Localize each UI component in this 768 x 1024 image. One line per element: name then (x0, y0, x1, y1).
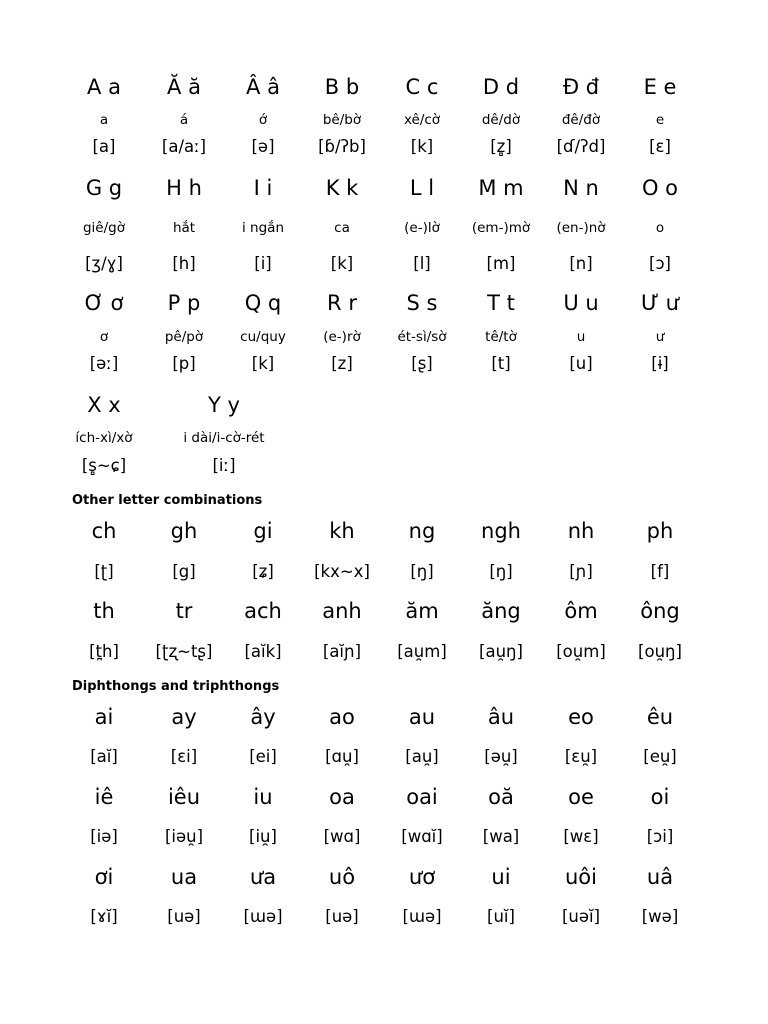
letter-glyph: C c (405, 75, 439, 99)
letter-glyph: I i (253, 176, 273, 200)
diphthong-text: ây (250, 705, 276, 729)
letter-ipa: [k] (410, 137, 434, 156)
diphthong-text: âu (487, 705, 515, 729)
diphthong-ipa: [wɑ] (323, 827, 361, 846)
letter-glyph: X x (87, 393, 121, 417)
combination-ipa: [ou̯ŋ] (638, 642, 682, 661)
combination-ipa: [au̯m] (397, 642, 447, 661)
letter-glyph: S s (406, 291, 438, 315)
letter-name: giê/gờ (82, 220, 126, 236)
letter-ipa: [ɓ/ʔb] (318, 137, 366, 156)
diphthong-text: iê (94, 785, 114, 809)
letter-glyph: O o (641, 176, 679, 200)
letter-ipa: [m] (486, 254, 516, 273)
combination-ipa: [ɲ] (569, 562, 593, 581)
letter-name: ư (655, 329, 665, 345)
diphthong-text: oă (488, 785, 514, 809)
combination-text: gh (170, 519, 198, 543)
combinations-heading: Other letter combinations (72, 493, 263, 508)
combination-text: ph (646, 519, 674, 543)
diphthong-text: iu (253, 785, 273, 809)
diphthong-text: ươ (408, 865, 436, 889)
combination-text: ngh (481, 519, 521, 543)
letter-ipa: [t] (491, 354, 511, 373)
diphthong-ipa: [ɛi] (170, 747, 198, 766)
diphthong-ipa: [wa] (482, 827, 520, 846)
letter-name: (e-)rờ (323, 329, 361, 345)
diphthong-ipa: [ɯə] (243, 907, 283, 926)
letter-ipa: [ʒ/ɣ] (85, 254, 123, 273)
letter-glyph: U u (563, 291, 599, 315)
diphthong-text: ai (94, 705, 114, 729)
combination-ipa: [ŋ] (410, 562, 434, 581)
letter-glyph: P p (167, 291, 201, 315)
letter-ipa: [i] (254, 254, 272, 273)
letter-ipa: [p] (172, 354, 196, 373)
diphthong-ipa: [iəu̯] (164, 827, 204, 846)
diphthong-text: uôi (565, 865, 597, 889)
combination-text: nh (567, 519, 595, 543)
letter-glyph: M m (478, 176, 524, 200)
letter-name: tê/tờ (485, 329, 517, 345)
diphthong-ipa: [wə] (641, 907, 679, 926)
diphthong-ipa: [əu̯] (484, 747, 518, 766)
letter-ipa: [u] (569, 354, 593, 373)
letter-ipa: [n] (569, 254, 593, 273)
combination-text: ch (91, 519, 117, 543)
letter-glyph: Ơ ơ (84, 291, 124, 315)
letter-name: e (655, 112, 665, 128)
letter-glyph: D d (482, 75, 520, 99)
diphthong-ipa: [uə] (325, 907, 359, 926)
letter-glyph: Q q (244, 291, 282, 315)
diphthong-text: iêu (167, 785, 201, 809)
letter-name: (en-)nờ (556, 220, 606, 236)
letter-ipa: [k] (251, 354, 275, 373)
combination-text: th (93, 599, 115, 623)
combination-ipa: [aĭɲ] (322, 642, 362, 661)
diphthong-ipa: [uəĭ] (561, 907, 601, 926)
diphthong-text: êu (646, 705, 674, 729)
letter-glyph: B b (324, 75, 360, 99)
letter-glyph: Â â (246, 75, 280, 99)
diphthong-ipa: [ɔi] (646, 827, 674, 846)
combination-ipa: [f] (650, 562, 670, 581)
diphthongs-heading: Diphthongs and triphthongs (72, 679, 280, 694)
combination-ipa: [ŋ] (489, 562, 513, 581)
letter-ipa: [z̻] (490, 137, 512, 156)
diphthong-ipa: [ei] (249, 747, 277, 766)
letter-glyph: G g (85, 176, 123, 200)
letter-name: ca (334, 220, 350, 236)
letter-glyph: H h (166, 176, 202, 200)
diphthong-text: uâ (646, 865, 674, 889)
diphthong-ipa: [ɑu̯] (325, 747, 359, 766)
letter-name: i ngắn (242, 220, 284, 236)
diphthong-text: au (408, 705, 436, 729)
combination-ipa: [ou̯m] (556, 642, 606, 661)
diphthong-ipa: [ɛu̯] (564, 747, 598, 766)
combination-text: ăng (481, 599, 521, 623)
letter-glyph: Y y (208, 393, 240, 417)
diphthong-ipa: [iu̯] (249, 827, 277, 846)
letter-name: á (179, 112, 189, 128)
combination-ipa: [aĭk] (244, 642, 282, 661)
diphthong-text: oa (329, 785, 355, 809)
letter-name: (e-)lờ (404, 220, 440, 236)
letter-ipa: [ɛ] (649, 137, 671, 156)
diphthong-ipa: [eu̯] (643, 747, 677, 766)
letter-ipa: [ɨ] (651, 354, 669, 373)
letter-ipa: [ə] (251, 137, 275, 156)
letter-ipa: [iː] (212, 456, 236, 475)
combination-ipa: [ʈʐ~tʂ] (155, 642, 213, 661)
letter-ipa: [s̻~ɕ] (81, 456, 127, 475)
combination-text: ôm (564, 599, 598, 623)
letter-ipa: [ɗ/ʔd] (556, 137, 606, 156)
diphthong-text: ui (491, 865, 511, 889)
combination-text: gi (253, 519, 273, 543)
diphthong-text: oai (406, 785, 438, 809)
combination-text: ăm (405, 599, 439, 623)
letter-glyph: R r (327, 291, 357, 315)
letter-ipa: [a/aː] (161, 137, 207, 156)
diphthong-ipa: [uĭ] (487, 907, 515, 926)
letter-name: i dài/i-cờ-rét (183, 430, 265, 446)
letter-glyph: Ư ư (640, 291, 680, 315)
letter-ipa: [a] (92, 137, 116, 156)
letter-ipa: [h] (172, 254, 196, 273)
combination-ipa: [kx~x] (314, 562, 370, 581)
letter-name: ích-xì/xờ (75, 430, 133, 446)
letter-name: dê/dờ (481, 112, 521, 128)
combination-ipa: [ʑ] (252, 562, 274, 581)
combination-ipa: [g] (172, 562, 196, 581)
letter-name: hắt (172, 220, 196, 236)
letter-name: (em-)mờ (471, 220, 531, 236)
letter-ipa: [k] (330, 254, 354, 273)
combination-ipa: [t̪h] (89, 642, 119, 661)
letter-ipa: [ʂ] (411, 354, 433, 373)
letter-glyph: E e (643, 75, 677, 99)
letter-ipa: [ɔ] (649, 254, 671, 273)
diphthong-ipa: [iə] (90, 827, 118, 846)
diphthong-text: oe (568, 785, 594, 809)
diphthong-text: ưa (249, 865, 277, 889)
diphthong-text: oi (650, 785, 670, 809)
combination-ipa: [au̯ŋ] (479, 642, 523, 661)
diphthong-ipa: [uə] (167, 907, 201, 926)
letter-ipa: [əː] (89, 354, 119, 373)
combination-text: anh (322, 599, 362, 623)
diphthong-ipa: [ɯə] (402, 907, 442, 926)
letter-glyph: N n (563, 176, 599, 200)
letter-name: đê/đờ (561, 112, 601, 128)
letter-glyph: Đ đ (562, 75, 600, 99)
combination-text: ng (408, 519, 436, 543)
diphthong-text: ua (170, 865, 198, 889)
letter-ipa: [l] (413, 254, 431, 273)
diphthong-text: eo (568, 705, 594, 729)
diphthong-ipa: [wɛ] (563, 827, 599, 846)
diphthong-ipa: [au̯] (405, 747, 439, 766)
combination-text: tr (175, 599, 193, 623)
diphthong-text: ơi (94, 865, 114, 889)
diphthong-ipa: [aĭ] (90, 747, 118, 766)
combination-text: kh (329, 519, 355, 543)
letter-name: u (576, 329, 586, 345)
letter-glyph: K k (325, 176, 359, 200)
diphthong-text: ao (329, 705, 355, 729)
diphthong-ipa: [wɑĭ] (401, 827, 443, 846)
letter-name: o (655, 220, 665, 236)
letter-name: pê/pờ (164, 329, 204, 345)
letter-glyph: L l (409, 176, 435, 200)
combination-text: ông (640, 599, 680, 623)
diphthong-text: ay (171, 705, 197, 729)
letter-glyph: T t (487, 291, 515, 315)
letter-name: xê/cờ (403, 112, 441, 128)
letter-name: cu/quy (240, 329, 286, 345)
letter-ipa: [z] (331, 354, 353, 373)
diphthong-ipa: [ɤĭ] (90, 907, 118, 926)
letter-name: bê/bờ (322, 112, 362, 128)
combination-ipa: [ʈ] (94, 562, 114, 581)
letter-glyph: A a (87, 75, 121, 99)
letter-name: ớ (258, 112, 268, 128)
letter-glyph: Ă ă (167, 75, 201, 99)
combination-text: ach (244, 599, 282, 623)
letter-name: ét-sì/sờ (397, 329, 447, 345)
letter-name: a (99, 112, 109, 128)
diphthong-text: uô (328, 865, 356, 889)
letter-name: ơ (99, 329, 109, 345)
